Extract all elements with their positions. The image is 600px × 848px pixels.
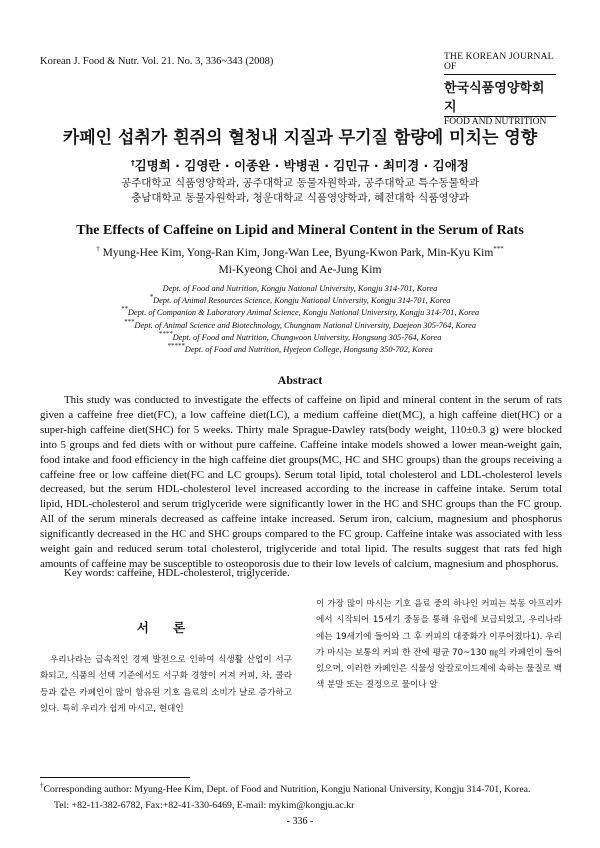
english-authors-line1: Myung-Hee Kim, Yong-Ran Kim, Jong-Wan Lee, Byung-Kwon Park, Min-Kyu Kim (102, 247, 494, 259)
keywords: Key words: caffeine, HDL-cholesterol, triglyceride. (64, 567, 290, 579)
affiliation: *Dept. of Animal Resources Science, Kongju National University, Kongju 314-701, Korea (149, 293, 451, 306)
affiliation: *****Dept. of Food and Nutrition, Hyejeon College, Hongsung 350-702, Korea (167, 342, 433, 355)
journal-citation: Korean J. Food & Nutr. Vol. 21. No. 3, 336~343 (2008) (40, 56, 274, 67)
korean-title: 카페인 섭취가 흰쥐의 혈청내 지질과 무기질 함량에 미치는 영향 (62, 128, 538, 148)
affiliation: **Dept. of Companion & Laboratory Animal Science, Kongju National University, Kongju 314-701, Korea (120, 305, 480, 318)
english-authors-line2: Mi-Kyeong Choi and Ae-Jung Kim (218, 264, 382, 276)
body-left-column: 우리나라는 급속적인 경제 발전으로 인하여 식생활 산업이 서구화되고, 식품의 선택 기준에서도 서구화 경향이 커져 커피, 차, 콜라 등과 같은 카페인이 많이 함유된 기호 음료의 소비가 날로 증가하고 있다. 특히 우리가 쉽게 마시고, 현대인 (40, 655, 292, 714)
korean-affiliations (0, 176, 600, 206)
journal-name-ko: 한국식품영양학회지 (444, 74, 556, 115)
english-affiliations (0, 283, 600, 356)
affiliation: ****Dept. of Food and Nutrition, Chungwoon University, Hongsung 305-764, Korea (158, 330, 442, 342)
journal-name-en2: FOOD AND NUTRITION (444, 116, 556, 127)
korean-affil-line1: 공주대학교 식품영양학과, 공주대학교 동물자원학과, 공주대학교 특수동물학과 (120, 177, 480, 189)
footnote-divider (40, 777, 190, 778)
abstract-text: This study was conducted to investigate the effects of caffeine on lipid and mineral content in the serum of rats given a caffeine free diet(FC), a low caffeine diet(LC), a medium caffeine diet(MC), a high caffeine diet(HC) or a super-high caffeine diet(SHC) for 5 weeks. Thirty male Sprague-Dawley rats(body weight, 110±0.3 g) were blocked into 5 groups and fed diets with or without pure caffeine. Caffeine intake models showed a lower mean-weight gain, food intake and food efficiency in the high caffeine diet groups(MC, HC and SHC groups) than the groups receiving a caffeine free or low caffeine diet(FC and LC groups). Serum total lipid, total cholesterol and LDL-cholesterol levels decreased, but the serum HDL-cholesterol level increased according to the increase in caffeine intake. Serum total lipid, HDL-cholesterol and serum triglyceride were significantly lower in the HC and SHC groups than the FC group. All of the serum minerals decreased as caffeine intake increased. Serum iron, calcium, magnesium and phosphorus significantly decreased in the HC and SHC groups compared to the FC group. Caffeine intake was associated with less weight gain and reduced serum total cholesterol, triglyceride and total lipid. The results suggest that rats fed high amounts of caffeine may be susceptible to osteoporosis due to their low levels of calcium, magnesium and phosphorus. (40, 394, 562, 570)
affiliation: ***Dept. of Animal Science and Biotechnology, Chungnam National University, Daejeon 305-764, Korea (123, 317, 477, 330)
abstract-heading: Abstract (277, 373, 323, 387)
section-heading-introduction: 서 론 (136, 620, 196, 635)
corresponding-author-footnote: †Corresponding author: Myung-Hee Kim, Dept. of Food and Nutrition, Kongju National University, Kongju 314-701, Korea. Tel: +82-11-382-6782, Fax:+82-41-330-6469, E-mail: mykim@kongju.ac.kr (40, 781, 531, 811)
footnote-line2: Tel: +82-11-382-6782, Fax:+82-41-330-6469, E-mail: mykim@kongju.ac.kr (54, 800, 355, 811)
english-title: The Effects of Caffeine on Lipid and Mineral Content in the Serum of Rats (76, 223, 524, 238)
journal-name-en1: THE KOREAN JOURNAL OF (444, 52, 554, 72)
korean-affil-line2: 충남대학교 동물자원학과, 청운대학교 식품영양학과, 혜전대학 식품영양과 (131, 192, 469, 204)
journal-logo (444, 52, 556, 127)
korean-authors: †김명희 · 김영란 · 이종완 · 박병권 · 김민규 · 최미경 · 김애정 (131, 158, 469, 173)
footnote-line1: Corresponding author: Myung-Hee Kim, Dept. of Food and Nutrition, Kongju National University, Kongju 314-701, Korea. (43, 784, 531, 795)
english-authors: † Myung-Hee Kim, Yong-Ran Kim, Jong-Wan Lee, Byung-Kwon Park, Min-Kyu Kim*** Mi-Kyeong Choi and Ae-Jung Kim (96, 245, 504, 276)
affiliation: Dept. of Food and Nutrition, Kongju National University, Kongju 314-701, Korea (162, 284, 438, 293)
body-right-column: 이 가장 많이 마시는 기호 음료 중의 하나인 커피는 북동 아프리카에서 시작되어 15세기 중동을 통해 유럽에 보급되었고, 우리나라에는 19세기에 들어와 그 후 커피의 대중화가 이루어졌다1). 우리가 마시는 보통의 커피 한 잔에 평균 70~130 ㎎의 카페인이 들어 있으며, 이러한 카페인은 식물성 알칼로이드계에 속하는 물질로 백색 분말 또는 결정으로 물이나 알 (316, 599, 562, 691)
korean-author-names: 김명희 · 김영란 · 이종완 · 박병권 · 김민규 · 최미경 · 김애정 (134, 158, 469, 173)
page-number: - 336 - (286, 816, 314, 827)
